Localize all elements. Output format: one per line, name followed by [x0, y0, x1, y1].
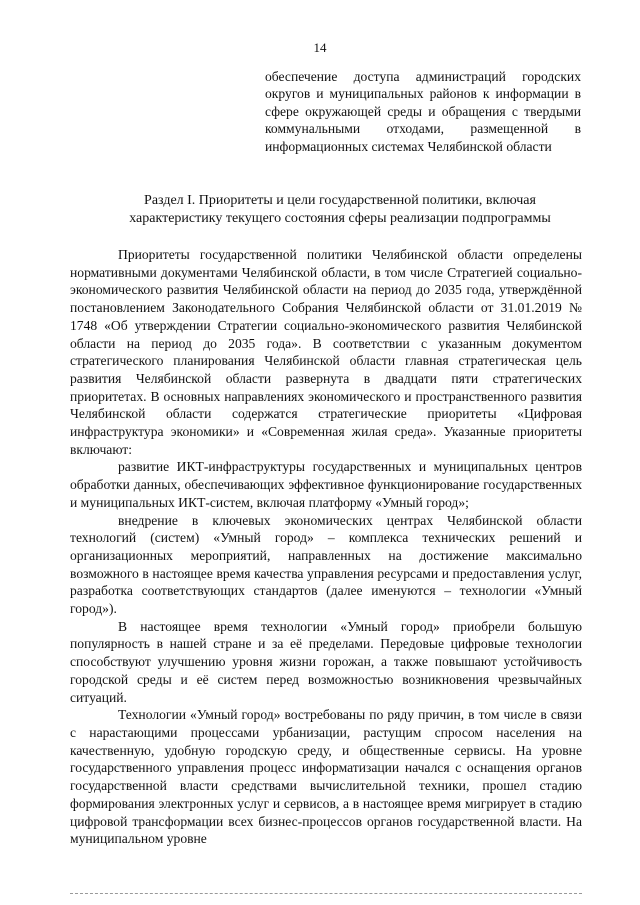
- paragraph-ict-infrastructure: развитие ИКТ-инфраструктуры государственных и муниципальных центров обработки данных, обеспечивающих эффективное функционирование государственных и муниципальных ИКТ-систем, включая платформу «Умный город»;: [70, 459, 582, 510]
- section-title: [70, 192, 610, 228]
- page-bottom-edge: [70, 893, 582, 894]
- goal-text: обеспечение доступа администраций городских округов и муниципальных районов к информации в сфере окружающей среды и обращения с твердыми коммунальными отходами, размещенной в информационных системах Челябинской области: [265, 69, 581, 154]
- paragraph-smart-city-demand: Технологии «Умный город» востребованы по ряду причин, в том числе в связи с нарастающими процессами урбанизации, растущим спросом населения на качественную, удобную городскую среду, и общественные сервисы. На уровне государственного управления процесс информатизации начался с оснащения органов государственной власти средствами вычислительной техники, прошел стадию формирования электронных услуг и сервисов, а в настоящее время мигрирует в стадию цифровой трансформации всех бизнес-процессов органов государственной власти. На муниципальном уровне: [70, 707, 582, 847]
- page-number: 14: [313, 40, 327, 55]
- section-title-line-2: характеристику текущего состояния сферы реализации подпрограммы: [129, 211, 551, 226]
- paragraph-smart-city-popularity: В настоящее время технологии «Умный город» приобрели большую популярность в нашей стране и за её пределами. Передовые цифровые технологии способствуют улучшению уровня жизни горожан, а также повышают устойчивость городской среды и её систем перед возможностью возникновения чрезвычайных ситуаций.: [70, 618, 582, 705]
- body-text: [70, 246, 582, 848]
- paragraph-smart-city-implementation: внедрение в ключевых экономических центрах Челябинской области технологий (систем) «Умный город» – комплекса технических решений и организационных мероприятий, направленных на достижение максимально возможного в настоящее время качества управления ресурсами и предоставления услуг, разработка соответствующих стандартов (далее именуются – технологии «Умный город»).: [70, 512, 582, 617]
- paragraph-priorities: Приоритеты государственной политики Челябинской области определены нормативными документами Челябинской области, в том числе Стратегией социально-экономического развития Челябинской области на период до 2035 года, утверждённой постановлением Законодательного Собрания Челябинской области от 31.01.2019 № 1748 «Об утверждении Стратегии социально-экономического развития Челябинской области на период до 2035 года». В соответствии с указанным документом стратегического планирования Челябинской области главная стратегическая цель развития Челябинской области развернута в двадцати пяти стратегических приоритетах. В основных направлениях экономического и пространственного развития Челябинской области содержатся стратегические приоритеты «Цифровая инфраструктура экономики» и «Современная жилая среда». Указанные приоритеты включают:: [70, 247, 582, 457]
- section-title-line-1: Раздел I. Приоритеты и цели государственной политики, включая: [144, 193, 536, 208]
